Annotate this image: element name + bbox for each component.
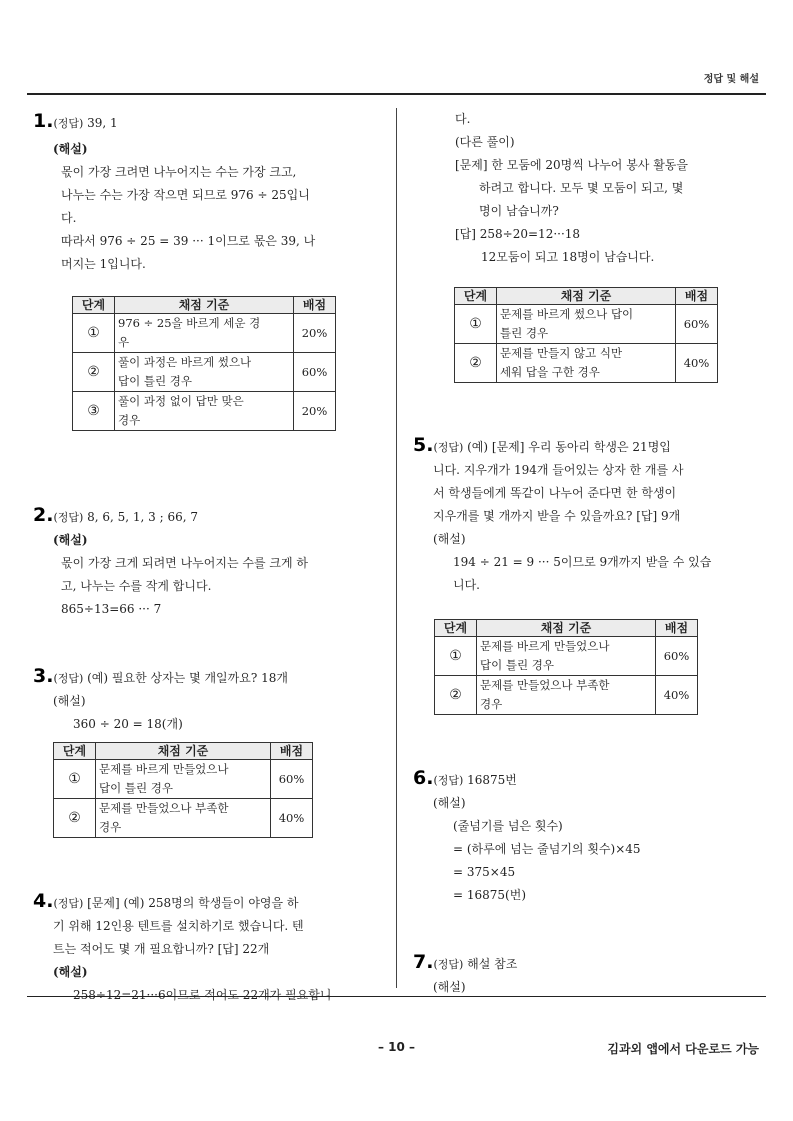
header-score: 배점 <box>271 743 313 760</box>
q2-explain-line: 고, 나누는 수를 작게 합니다. <box>61 579 212 593</box>
criteria-line: 우 <box>118 335 130 349</box>
question-1 <box>33 110 373 276</box>
q1-explain-line: 나누는 수는 가장 작으면 되므로 976 ÷ 25입니 <box>61 188 310 202</box>
q4-alt-line: [답] 258÷20=12···18 <box>455 227 581 241</box>
q1-explain-label: (해설) <box>53 142 88 156</box>
question-7 <box>413 951 753 999</box>
q7-answer: 해설 참조 <box>463 957 518 971</box>
q4-alt-label: (다른 풀이) <box>455 135 515 149</box>
q5-scoring-table <box>434 619 698 715</box>
criteria-line: 풀이 과정 없이 답만 맞은 <box>118 394 244 408</box>
header-rule <box>27 93 766 95</box>
step-cell: ② <box>73 353 115 392</box>
header-step: 단계 <box>455 288 497 305</box>
criteria-line: 문제를 만들었으나 부족한 <box>99 801 229 815</box>
q5-explain-line: 194 ÷ 21 = 9 ··· 5이므로 9개까지 받을 수 있습 <box>453 555 712 569</box>
header-criteria: 채점 기준 <box>115 297 294 314</box>
q1-explain-line: 몫이 가장 크려면 나누어지는 수는 가장 크고, <box>61 165 297 179</box>
question-2 <box>33 504 373 621</box>
table-header-row <box>435 620 698 637</box>
criteria-line: 틀린 경우 <box>500 326 549 340</box>
table-row <box>455 344 718 383</box>
score-cell: 40% <box>656 676 698 715</box>
q4-answer: [문제] (예) 258명의 학생들이 야영을 하 <box>83 896 299 910</box>
q2-answer-line <box>33 504 373 529</box>
q2-explain-line: 몫이 가장 크게 되려면 나누어지는 수를 크게 하 <box>61 556 308 570</box>
score-cell: 20% <box>294 392 336 431</box>
q3-scoring-table <box>53 742 313 838</box>
q1-explain-line: 머지는 1입니다. <box>61 257 146 271</box>
header-step: 단계 <box>73 297 115 314</box>
step-cell: ② <box>54 799 96 838</box>
q3-answer: (예) 필요한 상자는 몇 개일까요? 18개 <box>83 671 288 685</box>
q5-answer-tag: (정답) <box>433 441 464 454</box>
column-divider <box>396 108 397 988</box>
header-score: 배점 <box>676 288 718 305</box>
score-cell: 40% <box>271 799 313 838</box>
criteria-line: 답이 틀린 경우 <box>118 374 192 388</box>
q3-answer-line <box>33 665 373 690</box>
q5-question-line: 지우개를 몇 개까지 받을 수 있을까요? [답] 9개 <box>433 509 681 523</box>
step-cell: ① <box>435 637 477 676</box>
q5-answer: (예) [문제] 우리 동아리 학생은 21명입 <box>463 440 671 454</box>
q1-explain-line: 따라서 976 ÷ 25 = 39 ··· 1이므로 몫은 39, 나 <box>61 234 316 248</box>
q3-explain-line: 360 ÷ 20 = 18(개) <box>73 717 183 731</box>
criteria-cell <box>96 760 271 799</box>
q7-explain-label: (해설) <box>433 980 466 994</box>
page-header-title: 정답 및 해설 <box>703 74 759 85</box>
criteria-cell <box>497 344 676 383</box>
q5-question-line: 서 학생들에게 똑같이 나누어 준다면 한 학생이 <box>433 486 677 500</box>
q4-alt-line: 하려고 합니다. 모두 몇 모둠이 되고, 몇 <box>479 181 684 195</box>
q4-scoring-table <box>454 287 718 383</box>
q6-answer-line <box>413 767 753 792</box>
q2-explain-line: 865÷13=66 ··· 7 <box>61 602 162 616</box>
question-6 <box>413 767 753 907</box>
header-criteria: 채점 기준 <box>477 620 656 637</box>
q4-alt-line: [문제] 한 모둠에 20명씩 나누어 봉사 활동을 <box>455 158 688 172</box>
criteria-line: 세워 답을 구한 경우 <box>500 365 600 379</box>
criteria-cell <box>497 305 676 344</box>
header-score: 배점 <box>656 620 698 637</box>
q3-answer-tag: (정답) <box>53 672 84 685</box>
criteria-line: 답이 틀린 경우 <box>480 658 554 672</box>
criteria-line: 경우 <box>99 820 122 834</box>
step-cell: ③ <box>73 392 115 431</box>
step-cell: ② <box>435 676 477 715</box>
criteria-line: 문제를 만들었으나 부족한 <box>480 678 610 692</box>
q6-explain-line: = 16875(번) <box>453 888 526 902</box>
score-cell: 60% <box>271 760 313 799</box>
criteria-cell <box>115 314 294 353</box>
table-row <box>73 392 336 431</box>
q5-number: 5. <box>413 434 434 456</box>
table-row <box>455 305 718 344</box>
q6-answer-tag: (정답) <box>433 774 464 787</box>
criteria-line: 풀이 과정은 바르게 썼으나 <box>118 355 252 369</box>
table-header-row <box>455 288 718 305</box>
q3-number: 3. <box>33 665 54 687</box>
table-header-row <box>73 297 336 314</box>
q5-explain-line: 니다. <box>453 578 480 592</box>
q1-answer-line <box>33 110 373 135</box>
question-3 <box>33 665 373 736</box>
q7-answer-line <box>413 951 753 976</box>
q2-number: 2. <box>33 504 54 526</box>
q1-explain-line: 다. <box>61 211 77 225</box>
table-row <box>435 637 698 676</box>
question-4 <box>33 890 378 1007</box>
header-criteria: 채점 기준 <box>497 288 676 305</box>
criteria-cell <box>477 637 656 676</box>
score-cell: 60% <box>294 353 336 392</box>
criteria-line: 976 ÷ 25을 바르게 세운 경 <box>118 316 261 330</box>
table-row <box>54 760 313 799</box>
criteria-line: 경우 <box>480 697 503 711</box>
q6-explain-label: (해설) <box>433 796 466 810</box>
q2-explain-label: (해설) <box>53 533 88 547</box>
q4-explain-line: 다. <box>455 112 471 126</box>
q3-explain-label: (해설) <box>53 694 86 708</box>
table-row <box>435 676 698 715</box>
q2-answer-tag: (정답) <box>53 511 84 524</box>
q4-explain-label: (해설) <box>53 965 88 979</box>
q4-question-line: 기 위해 12인용 텐트를 설치하기로 했습니다. 텐 <box>53 919 304 933</box>
table-row <box>54 799 313 838</box>
footer-note: 김과외 앱에서 다운로드 가능 <box>607 1042 759 1056</box>
page-number: – 10 – <box>377 1040 416 1054</box>
score-cell: 60% <box>656 637 698 676</box>
step-cell: ① <box>54 760 96 799</box>
header-step: 단계 <box>54 743 96 760</box>
criteria-line: 문제를 바르게 썼으나 답이 <box>500 307 634 321</box>
q4-alt-line: 명이 남습니까? <box>479 204 559 218</box>
score-cell: 20% <box>294 314 336 353</box>
criteria-cell <box>115 353 294 392</box>
q1-scoring-table <box>72 296 336 431</box>
q1-number: 1. <box>33 110 54 132</box>
criteria-line: 문제를 바르게 만들었으나 <box>480 639 610 653</box>
q4-question-line: 트는 적어도 몇 개 필요합니까? [답] 22개 <box>53 942 270 956</box>
criteria-line: 경우 <box>118 413 141 427</box>
q6-answer: 16875번 <box>463 773 517 787</box>
criteria-line: 문제를 만들지 않고 식만 <box>500 346 623 360</box>
step-cell: ① <box>455 305 497 344</box>
step-cell: ① <box>73 314 115 353</box>
criteria-line: 문제를 바르게 만들었으나 <box>99 762 229 776</box>
q5-question-line: 니다. 지우개가 194개 들어있는 상자 한 개를 사 <box>433 463 684 477</box>
header-step: 단계 <box>435 620 477 637</box>
q7-answer-tag: (정답) <box>433 958 464 971</box>
q1-answer: 39, 1 <box>83 116 118 130</box>
score-cell: 60% <box>676 305 718 344</box>
q4-continued <box>455 108 765 269</box>
q4-explain-line: 258÷12=21···6이므로 적어도 22개가 필요합니 <box>73 988 332 1002</box>
step-cell: ② <box>455 344 497 383</box>
q5-explain-label: (해설) <box>433 532 466 546</box>
q4-alt-line: 12모둠이 되고 18명이 남습니다. <box>481 250 655 264</box>
score-cell: 40% <box>676 344 718 383</box>
q6-explain-line: = (하루에 넘는 줄넘기의 횟수)×45 <box>453 842 641 856</box>
criteria-cell <box>115 392 294 431</box>
table-row <box>73 314 336 353</box>
criteria-cell <box>477 676 656 715</box>
q1-answer-tag: (정답) <box>53 117 84 130</box>
q6-number: 6. <box>413 767 434 789</box>
table-header-row <box>54 743 313 760</box>
q4-number: 4. <box>33 890 54 912</box>
criteria-line: 답이 틀린 경우 <box>99 781 173 795</box>
q5-answer-line <box>413 434 753 459</box>
q4-answer-line <box>33 890 378 915</box>
header-score: 배점 <box>294 297 336 314</box>
q2-answer: 8, 6, 5, 1, 3 ; 66, 7 <box>83 510 199 524</box>
header-criteria: 채점 기준 <box>96 743 271 760</box>
criteria-cell <box>96 799 271 838</box>
q7-number: 7. <box>413 951 434 973</box>
table-row <box>73 353 336 392</box>
question-5 <box>413 434 753 597</box>
q4-answer-tag: (정답) <box>53 897 84 910</box>
q6-explain-line: = 375×45 <box>453 865 516 879</box>
q6-explain-line: (줄넘기를 넘은 횟수) <box>453 819 563 833</box>
